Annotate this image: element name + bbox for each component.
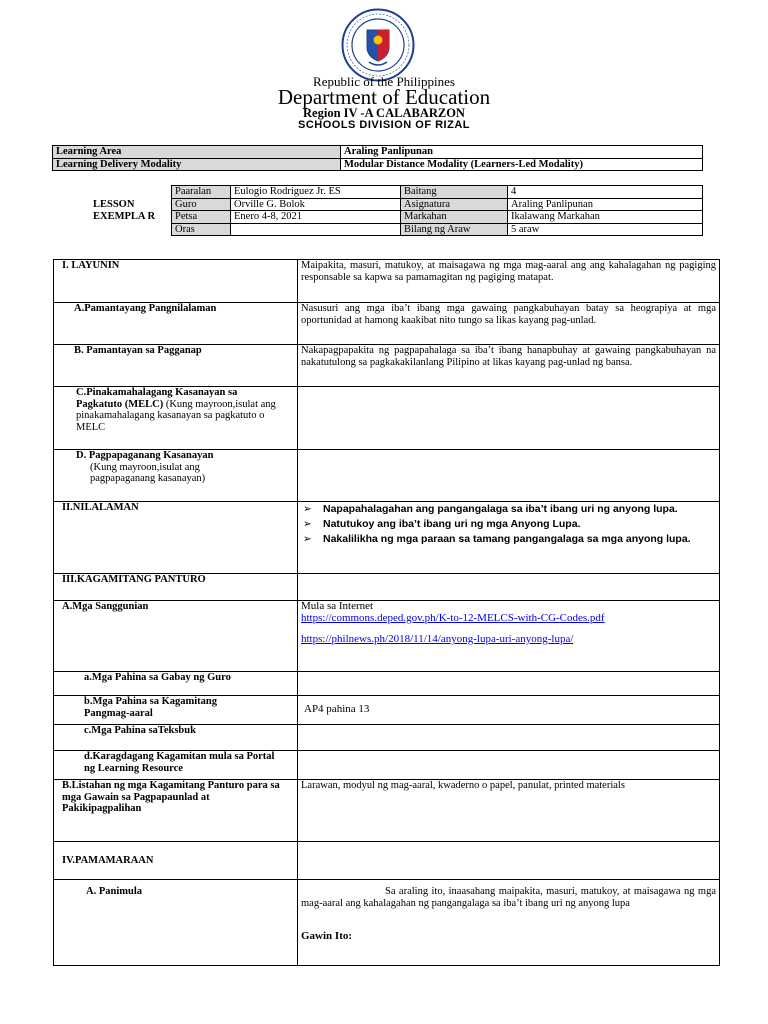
lesson-exemplar-title: LESSON EXEMPLA R bbox=[93, 198, 156, 222]
panimula-cell bbox=[298, 880, 720, 966]
learning-area-table bbox=[52, 145, 703, 171]
panimula-label: A. Panimula bbox=[54, 880, 298, 966]
pagganap-text: Nakapagpapakita ng pagpapahalaga sa iba’t ibang hanapbuhay at gawaing pangkabuhayan na nakatutulong sa pagkakakilanlang Pilipino at likas kayang pag-unlad ng bansa. bbox=[298, 345, 720, 387]
list-item: ➢ Natutukoy ang iba’t ibang uri ng mga Anyong Lupa. bbox=[303, 518, 581, 530]
philnews-link[interactable]: https://philnews.ph/2018/11/14/anyong-lupa-uri-anyong-lupa/ bbox=[301, 633, 574, 645]
paaralan-value: Eulogio Rodriguez Jr. ES bbox=[231, 186, 401, 199]
melc-value bbox=[298, 387, 720, 450]
layunin-text: Maipakita, masuri, matukoy, at maisagawa ng mga mag-aaral ang ang kahalagahan ng pagiging responsable sa kapwa sa pamamagitan ng pagiging matapat. bbox=[298, 260, 720, 303]
kagamitan-value bbox=[298, 574, 720, 601]
teksbuk-value bbox=[298, 725, 720, 751]
oras-value bbox=[231, 223, 401, 236]
teksbuk-label: c.Mga Pahina saTeksbuk bbox=[54, 725, 298, 751]
pagpapaganang-label: D. Pagpapaganang Kasanayan bbox=[76, 450, 214, 461]
guro-value: Orville G. Bolok bbox=[231, 198, 401, 211]
layunin-label: I. LAYUNIN bbox=[54, 260, 298, 303]
arrow-bullet-icon: ➢ bbox=[303, 533, 312, 545]
gabay-value bbox=[298, 672, 720, 696]
melc-label: C.Pinakamahalagang Kasanayan sa Pagkatuto (MELC) bbox=[76, 387, 238, 410]
pamamaraan-label: IV.PAMAMARAAN bbox=[54, 842, 298, 880]
list-item: ➢ Nakalilikha ng mga paraan sa tamang pangangalaga sa mga anyong lupa. bbox=[303, 533, 691, 545]
panimula-text: Sa araling ito, inaasahang maipakita, masuri, matukoy, at maisagawa ng mga mag-aaral ang kahalagahan ng pangangalaga sa iba’t ibang uri ng anyong lupa bbox=[301, 886, 716, 909]
asignatura-label: Asignatura bbox=[401, 198, 508, 211]
pagganap-label: B. Pamantayan sa Pagganap bbox=[54, 345, 298, 387]
modality-value: Modular Distance Modality (Learners-Led Modality) bbox=[341, 158, 703, 171]
kagamitang-value: AP4 pahina 13 bbox=[298, 696, 720, 725]
republic-heading: Republic of the Philippines bbox=[313, 74, 455, 89]
bilang-value: 5 araw bbox=[508, 223, 703, 236]
listahan-value: Larawan, modyul ng mag-aaral, kwaderno o papel, panulat, printed materials bbox=[298, 780, 720, 842]
modality-label: Learning Delivery Modality bbox=[53, 158, 341, 171]
markahan-label: Markahan bbox=[401, 211, 508, 224]
arrow-bullet-icon: ➢ bbox=[303, 518, 312, 530]
sanggunian-cell bbox=[298, 601, 720, 672]
learning-area-label: Learning Area bbox=[53, 146, 341, 159]
melc-note: (Kung mayroon,isulat ang pinakamahalagang kasanayan sa pagkatuto o MELC bbox=[76, 398, 276, 433]
department-heading: Department of Education bbox=[277, 85, 491, 109]
pamantayang-label: A.Pamantayang Pangnilalaman bbox=[54, 303, 298, 345]
region-heading: Region IV -A CALABARZON bbox=[303, 106, 465, 120]
nilalaman-list bbox=[301, 502, 716, 547]
petsa-value: Enero 4-8, 2021 bbox=[231, 211, 401, 224]
deped-seal-logo bbox=[341, 8, 415, 82]
arrow-bullet-icon: ➢ bbox=[303, 503, 312, 515]
division-heading: SCHOOLS DIVISION OF RIZAL bbox=[297, 119, 470, 131]
bilang-label: Bilang ng Araw bbox=[401, 223, 508, 236]
learning-area-value: Araling Panlipunan bbox=[341, 146, 703, 159]
karagdagang-value bbox=[298, 751, 720, 780]
markahan-value: Ikalawang Markahan bbox=[508, 211, 703, 224]
guro-label: Guro bbox=[172, 198, 231, 211]
sanggunian-text: Mula sa Internet bbox=[301, 600, 374, 612]
pagpapaganang-note: (Kung mayroon,isulat ang pagpapaganang kasanayan) bbox=[90, 461, 206, 484]
pagpapaganang-value bbox=[298, 450, 720, 502]
sanggunian-label: A.Mga Sanggunian bbox=[54, 601, 298, 672]
kagamitan-label: III.KAGAMITANG PANTURO bbox=[54, 574, 298, 601]
oras-label: Oras bbox=[172, 223, 231, 236]
paaralan-label: Paaralan bbox=[172, 186, 231, 199]
baitang-value: 4 bbox=[508, 186, 703, 199]
baitang-label: Baitang bbox=[401, 186, 508, 199]
nilalaman-cell bbox=[298, 502, 720, 574]
kagamitang-label: b.Mga Pahina sa Kagamitang Pangmag-aaral bbox=[54, 696, 298, 725]
lesson-plan-table bbox=[53, 259, 720, 966]
karagdagang-label: d.Karagdagang Kagamitan mula sa Portal ng Learning Resource bbox=[54, 751, 298, 780]
pamantayang-text: Nasusuri ang mga iba’t ibang mga gawaing pangkabuhayan batay sa heograpiya at mga oportunidad at hamong kaakibat nito tungo sa likas kayang pag-unlad. bbox=[298, 303, 720, 345]
gawin-heading: Gawin Ito: bbox=[301, 930, 353, 942]
melc-pdf-link[interactable]: https://commons.deped.gov.ph/K-to-12-MELCS-with-CG-Codes.pdf bbox=[301, 611, 605, 624]
listahan-label: B.Listahan ng mga Kagamitang Panturo para sa mga Gawain sa Pagpapaunlad at Pakikipagpalihan bbox=[54, 780, 298, 842]
pagpapaganang-cell bbox=[54, 450, 298, 502]
nilalaman-label: II.NILALAMAN bbox=[54, 502, 298, 574]
lesson-info-table bbox=[53, 185, 703, 236]
melc-cell bbox=[54, 387, 298, 450]
asignatura-value: Araling Panlipunan bbox=[508, 198, 703, 211]
gabay-label: a.Mga Pahina sa Gabay ng Guro bbox=[54, 672, 298, 696]
petsa-label: Petsa bbox=[172, 211, 231, 224]
list-item: ➢ Napapahalagahan ang pangangalaga sa iba’t ibang uri ng anyong lupa. bbox=[303, 503, 678, 515]
pamamaraan-value bbox=[298, 842, 720, 880]
